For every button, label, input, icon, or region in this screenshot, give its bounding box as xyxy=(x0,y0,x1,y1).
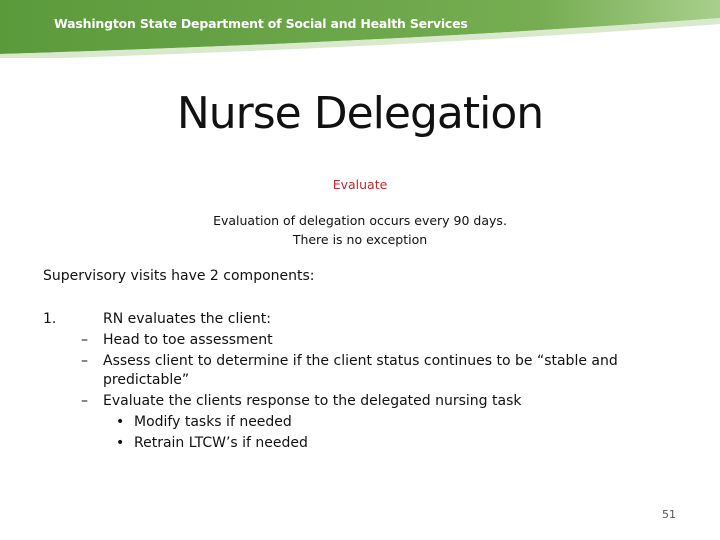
lead-text: Supervisory visits have 2 components: xyxy=(43,268,315,284)
organization-name: Washington State Department of Social and Health Services xyxy=(54,16,468,31)
list-number: 1. xyxy=(43,311,57,327)
list-item xyxy=(0,310,720,331)
page-number: 51 xyxy=(662,508,676,521)
bullet-item xyxy=(0,434,720,455)
header-band xyxy=(0,0,720,58)
section-label: Evaluate xyxy=(332,177,388,192)
dash-marker: – xyxy=(81,332,88,348)
bullet-text: Modify tasks if needed xyxy=(134,414,292,430)
intro-line-1: Evaluation of delegation occurs every 90 days. xyxy=(213,213,507,228)
bullet-marker: • xyxy=(116,435,125,451)
intro-text xyxy=(0,211,720,249)
bullet-text: Retrain LTCW’s if needed xyxy=(134,435,308,451)
sub-list-item xyxy=(0,331,720,352)
sub-list-item xyxy=(0,392,720,413)
dash-marker: – xyxy=(81,353,88,369)
slide-title: Nurse Delegation xyxy=(176,88,544,139)
list-item-text: RN evaluates the client: xyxy=(103,311,271,327)
bullet-item xyxy=(0,413,720,434)
bullet-marker: • xyxy=(116,414,125,430)
dash-marker: – xyxy=(81,393,88,409)
sub-item-text: Assess client to determine if the client status continues to be “stable and predictable” xyxy=(103,353,618,388)
sub-list-item xyxy=(0,352,720,392)
sub-item-text: Head to toe assessment xyxy=(103,332,273,348)
component-list xyxy=(0,310,720,455)
sub-item-text: Evaluate the clients response to the delegated nursing task xyxy=(103,393,522,409)
intro-line-2: There is no exception xyxy=(292,232,428,247)
